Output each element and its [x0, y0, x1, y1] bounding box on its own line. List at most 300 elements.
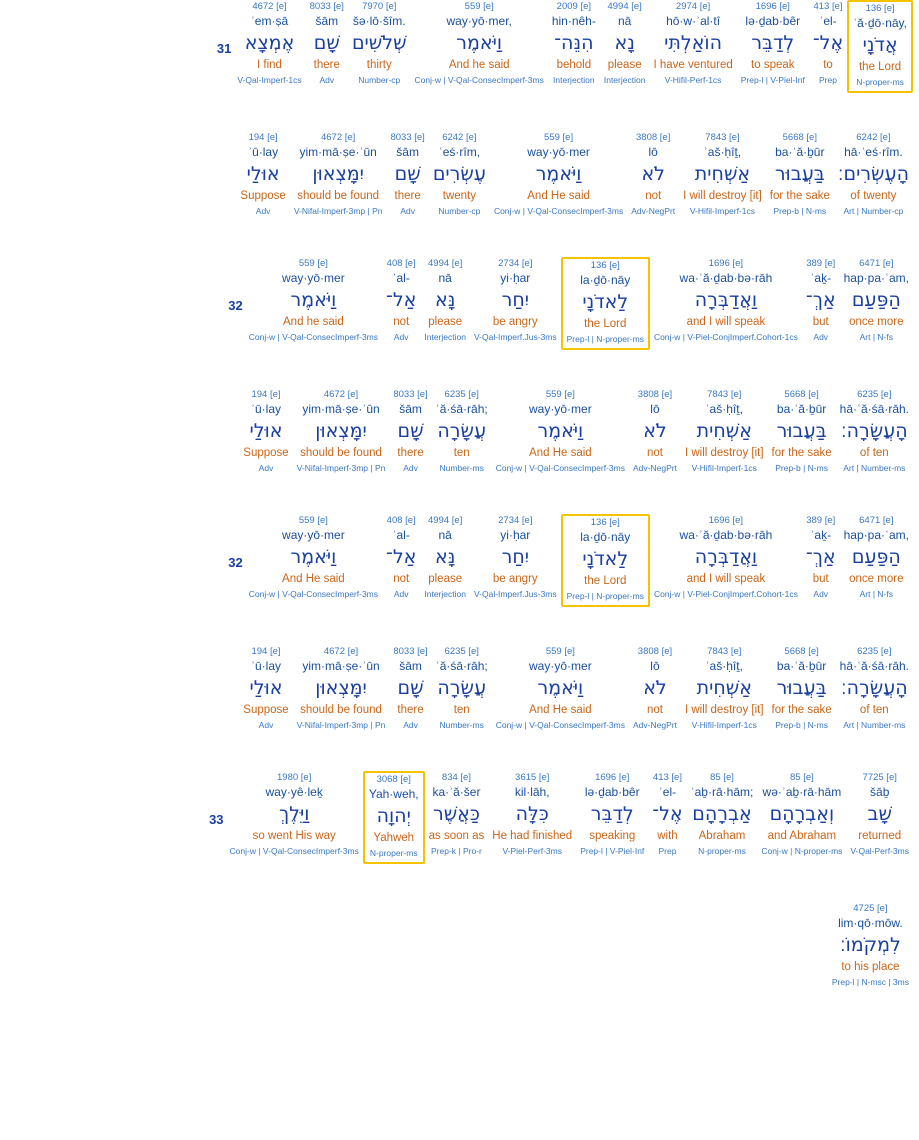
- parsing-code[interactable]: Conj-w | V-Piel-ConjImperf.Cohort-1cs: [653, 332, 798, 342]
- word-cell[interactable]: [226, 771, 363, 859]
- parsing-code[interactable]: Prep-l | N-proper-ms: [566, 591, 644, 601]
- strongs-number[interactable]: 6235 [e]: [444, 389, 479, 400]
- parsing-code[interactable]: Conj-w | N-proper-ms: [761, 846, 843, 856]
- strongs-number[interactable]: 6471 [e]: [859, 515, 894, 526]
- parsing-code[interactable]: Art | N-fs: [859, 589, 893, 599]
- hebrew-word[interactable]: בַּעֲבוּר: [776, 420, 827, 442]
- transliteration: nā: [438, 271, 452, 285]
- word-cell[interactable]: [757, 771, 846, 859]
- parsing-code[interactable]: V-Nifal-Imperf-3mp | Pn: [293, 206, 383, 216]
- strongs-number[interactable]: 4994 [e]: [607, 1, 642, 12]
- english-gloss: there: [394, 190, 421, 202]
- parsing-code[interactable]: Conj-w | V-Qal-ConsecImperf-3ms: [495, 720, 625, 730]
- hebrew-word[interactable]: וְאַבְרָהָם: [769, 803, 835, 825]
- word-cell[interactable]: [629, 388, 681, 476]
- hebrew-word[interactable]: הָעֶשְׂרִים׃: [837, 163, 909, 185]
- strongs-number[interactable]: 194 [e]: [251, 389, 281, 400]
- english-gloss: not: [646, 447, 663, 459]
- strongs-number[interactable]: 4994 [e]: [428, 258, 463, 269]
- parsing-code[interactable]: Adv: [403, 720, 418, 730]
- hebrew-word[interactable]: בַּעֲבוּר: [776, 677, 827, 699]
- hebrew-word[interactable]: לֹא: [641, 163, 665, 185]
- word-cell[interactable]: [492, 388, 629, 476]
- word-cell[interactable]: [290, 131, 387, 219]
- word-cell[interactable]: [420, 257, 470, 345]
- word-cell[interactable]: [561, 257, 650, 350]
- word-cell[interactable]: [382, 514, 420, 602]
- parsing-code[interactable]: V-Nifal-Imperf-3mp | Pn: [296, 720, 386, 730]
- strongs-number[interactable]: 8033 [e]: [390, 132, 425, 143]
- hebrew-word[interactable]: לַאדֹנָי: [582, 548, 629, 570]
- strongs-number[interactable]: 1696 [e]: [708, 258, 744, 269]
- row-spacer: [0, 93, 919, 131]
- transliteration: lō: [648, 145, 658, 159]
- transliteration: wa·ʾă·ḏab·bə·rāh: [679, 528, 773, 542]
- strongs-number[interactable]: 4672 [e]: [323, 389, 359, 400]
- hebrew-word[interactable]: אַל־: [386, 289, 417, 311]
- strongs-number[interactable]: 6242 [e]: [442, 132, 477, 143]
- word-cell[interactable]: [687, 771, 758, 859]
- transliteration: ʾaš·ḥîṯ,: [705, 659, 743, 673]
- strongs-number[interactable]: 1696 [e]: [595, 772, 630, 783]
- english-gloss: behold: [556, 59, 592, 71]
- word-cell[interactable]: [649, 0, 736, 88]
- word-cell[interactable]: [420, 514, 470, 602]
- word-cell[interactable]: [766, 131, 834, 219]
- english-gloss: I will destroy [it]: [683, 190, 762, 202]
- hebrew-word[interactable]: וַאֲדַבְּרָה: [694, 289, 758, 311]
- english-gloss: but: [812, 316, 829, 328]
- word-cell[interactable]: [432, 388, 492, 476]
- parsing-code[interactable]: Prep: [658, 846, 677, 856]
- word-cell[interactable]: [363, 771, 425, 864]
- word-cell[interactable]: [768, 645, 836, 733]
- english-gloss: and I will speak: [686, 573, 766, 585]
- word-cell[interactable]: [627, 131, 679, 219]
- parsing-code[interactable]: Art | Number-ms: [843, 720, 906, 730]
- word-cell[interactable]: [809, 0, 847, 88]
- hebrew-word[interactable]: אַךְ־: [805, 546, 836, 568]
- word-cell[interactable]: [548, 0, 600, 88]
- word-cell[interactable]: [470, 257, 561, 345]
- verse-number[interactable]: 33: [209, 812, 224, 827]
- hebrew-word[interactable]: וַיֹּאמֶר: [290, 289, 337, 311]
- word-cell[interactable]: [576, 771, 648, 859]
- english-gloss: He had finished: [492, 830, 573, 842]
- hebrew-word[interactable]: לֹא: [643, 677, 667, 699]
- word-cell[interactable]: [840, 514, 913, 602]
- word-cell[interactable]: [245, 514, 382, 602]
- strongs-number[interactable]: 2734 [e]: [498, 515, 533, 526]
- strongs-number[interactable]: 559 [e]: [298, 515, 328, 526]
- hebrew-word[interactable]: יִמָּצְאוּן: [312, 163, 364, 185]
- parsing-code[interactable]: Prep-l | N-msc | 3ms: [831, 977, 909, 987]
- parsing-code[interactable]: Adv: [400, 206, 415, 216]
- hebrew-word[interactable]: הַפַּעַם: [851, 289, 901, 311]
- strongs-number[interactable]: 7843 [e]: [705, 132, 740, 143]
- parsing-code[interactable]: Number-cp: [438, 206, 481, 216]
- parsing-code[interactable]: Art | N-fs: [859, 332, 893, 342]
- word-cell[interactable]: [382, 257, 420, 345]
- transliteration: hā·ʿeś·rîm.: [844, 145, 903, 159]
- hebrew-word[interactable]: יִחַר: [501, 546, 529, 568]
- strongs-number[interactable]: 3068 [e]: [376, 774, 411, 785]
- hebrew-word[interactable]: הִנֵּה־: [554, 32, 594, 54]
- word-cell[interactable]: [425, 771, 489, 859]
- word-cell[interactable]: [239, 645, 292, 733]
- hebrew-word[interactable]: אַשְׁחִית: [694, 163, 751, 185]
- strongs-number[interactable]: 389 [e]: [806, 258, 836, 269]
- verse-number[interactable]: 31: [216, 41, 232, 56]
- strongs-number[interactable]: 5668 [e]: [782, 132, 817, 143]
- parsing-code[interactable]: Art | Number-ms: [843, 463, 906, 473]
- parsing-code[interactable]: Conj-w | V-Qal-ConsecImperf-3ms: [414, 75, 544, 85]
- hebrew-word[interactable]: הַפַּעַם: [851, 546, 901, 568]
- word-cell[interactable]: [846, 771, 913, 859]
- word-cell[interactable]: [432, 645, 492, 733]
- parsing-code[interactable]: Interjection: [424, 332, 466, 342]
- word-cell[interactable]: [679, 131, 766, 219]
- word-cell[interactable]: [600, 0, 650, 88]
- parsing-code[interactable]: Adv: [258, 463, 274, 473]
- parsing-code[interactable]: Prep-b | N-ms: [775, 720, 828, 730]
- hebrew-word[interactable]: אוּלַי: [249, 677, 283, 699]
- hebrew-word[interactable]: כִּלָּה: [515, 803, 549, 825]
- english-gloss: And He said: [527, 190, 590, 202]
- hebrew-word[interactable]: שָׁב: [867, 803, 892, 825]
- strongs-number[interactable]: 8033 [e]: [393, 389, 428, 400]
- parsing-code[interactable]: V-Piel-Perf-3ms: [502, 846, 562, 856]
- hebrew-word[interactable]: שָׁם: [313, 32, 340, 54]
- strongs-number[interactable]: 6235 [e]: [857, 389, 892, 400]
- strongs-number[interactable]: 8033 [e]: [393, 646, 428, 657]
- parsing-code[interactable]: Conj-w | V-Qal-ConsecImperf-3ms: [495, 463, 625, 473]
- parsing-code[interactable]: Number-ms: [439, 463, 484, 473]
- word-cell[interactable]: [236, 131, 289, 219]
- word-cell[interactable]: [681, 645, 768, 733]
- hebrew-word[interactable]: אַבְרָהָם: [692, 803, 752, 825]
- parsing-code[interactable]: Prep-l | V-Piel-Inf: [740, 75, 805, 85]
- hebrew-word[interactable]: לִמְקֹמוֹ׃: [839, 934, 901, 956]
- strongs-number[interactable]: 834 [e]: [441, 772, 471, 783]
- strongs-number[interactable]: 85 [e]: [789, 772, 814, 783]
- hebrew-word[interactable]: וַיֹּאמֶר: [456, 32, 503, 54]
- strongs-number[interactable]: 559 [e]: [545, 389, 575, 400]
- parsing-code[interactable]: V-Qal-Imperf.Jus-3ms: [473, 332, 557, 342]
- hebrew-word[interactable]: אוּלַי: [246, 163, 280, 185]
- word-cell[interactable]: [828, 902, 913, 990]
- hebrew-word[interactable]: נָא: [614, 32, 635, 54]
- verse-number[interactable]: 32: [228, 555, 243, 570]
- parsing-code[interactable]: Adv: [258, 720, 274, 730]
- strongs-number[interactable]: 5668 [e]: [784, 646, 819, 657]
- parsing-code[interactable]: N-proper-ms: [369, 848, 418, 858]
- hebrew-word[interactable]: עֲשָׂרָה: [437, 420, 487, 442]
- hebrew-word[interactable]: בַּעֲבוּר: [774, 163, 825, 185]
- transliteration: ʾaḵ-: [810, 528, 832, 542]
- transliteration: ʾaḵ-: [810, 271, 832, 285]
- word-cell[interactable]: [386, 131, 428, 219]
- hebrew-word[interactable]: לֹא: [643, 420, 667, 442]
- transliteration: ʾaš·ḥîṯ,: [705, 402, 743, 416]
- strongs-number[interactable]: 408 [e]: [386, 515, 416, 526]
- hebrew-word[interactable]: וַיֹּאמֶר: [537, 677, 584, 699]
- word-cell[interactable]: [768, 388, 836, 476]
- transliteration: ba·ʿă·ḇūr: [776, 659, 827, 673]
- parsing-code[interactable]: Adv-NegPrt: [631, 206, 676, 216]
- word-cell[interactable]: [650, 257, 802, 345]
- hebrew-word[interactable]: אוּלַי: [249, 420, 283, 442]
- parsing-code[interactable]: N-proper-ms: [698, 846, 746, 856]
- hebrew-word[interactable]: הוֹאַלְתִּי: [664, 32, 722, 54]
- strongs-number[interactable]: 136 [e]: [590, 517, 620, 528]
- hebrew-word[interactable]: הָעֲשָׂרָה׃: [840, 420, 908, 442]
- strongs-number[interactable]: 4672 [e]: [323, 646, 359, 657]
- parsing-code[interactable]: Adv-NegPrt: [633, 463, 677, 473]
- word-cell[interactable]: [681, 388, 768, 476]
- strongs-number[interactable]: 3808 [e]: [636, 132, 671, 143]
- hebrew-word[interactable]: הָעֲשָׂרָה׃: [840, 677, 908, 699]
- hebrew-word[interactable]: נָּא: [435, 289, 456, 311]
- strongs-number[interactable]: 1980 [e]: [277, 772, 312, 783]
- word-cell[interactable]: [293, 388, 390, 476]
- transliteration: la·ḏō·nāy: [580, 273, 631, 287]
- hebrew-word[interactable]: נָּא: [435, 546, 456, 568]
- word-cell[interactable]: [737, 0, 809, 88]
- word-cell[interactable]: [492, 645, 629, 733]
- parsing-code[interactable]: Conj-w | V-Qal-ConsecImperf-3ms: [493, 206, 624, 216]
- parsing-code[interactable]: V-Hifil-Imperf-1cs: [691, 463, 757, 473]
- word-cell[interactable]: [239, 388, 292, 476]
- strongs-number[interactable]: 7725 [e]: [862, 772, 897, 783]
- english-gloss: not: [393, 316, 410, 328]
- strongs-number[interactable]: 5668 [e]: [784, 389, 819, 400]
- strongs-number[interactable]: 7843 [e]: [707, 389, 742, 400]
- parsing-code[interactable]: Art | Number-cp: [843, 206, 904, 216]
- strongs-number[interactable]: 559 [e]: [544, 132, 574, 143]
- word-cell[interactable]: [293, 645, 390, 733]
- parsing-code[interactable]: Conj-w | V-Piel-ConjImperf.Cohort-1cs: [653, 589, 798, 599]
- english-gloss: And he said: [283, 316, 344, 328]
- word-cell[interactable]: [834, 131, 913, 219]
- word-cell[interactable]: [488, 771, 576, 859]
- hebrew-word[interactable]: עֲשָׂרָה: [437, 677, 487, 699]
- hebrew-word[interactable]: יִחַר: [501, 289, 529, 311]
- english-gloss: should be found: [297, 190, 380, 202]
- english-gloss: to: [823, 59, 833, 71]
- transliteration: kil·lāh,: [514, 785, 550, 799]
- parsing-code[interactable]: Adv: [393, 589, 409, 599]
- strongs-number[interactable]: 3808 [e]: [637, 646, 673, 657]
- parsing-code[interactable]: V-Nifal-Imperf-3mp | Pn: [296, 463, 386, 473]
- word-cell[interactable]: [470, 514, 561, 602]
- word-cell[interactable]: [836, 645, 913, 733]
- hebrew-word[interactable]: שָׁם: [397, 677, 424, 699]
- parsing-code[interactable]: Adv: [393, 332, 409, 342]
- hebrew-word[interactable]: אַל־: [386, 546, 417, 568]
- word-cell[interactable]: [648, 771, 686, 859]
- strongs-number[interactable]: 4994 [e]: [428, 515, 463, 526]
- parsing-code[interactable]: V-Qal-Perf-3ms: [850, 846, 909, 856]
- english-gloss: the Lord: [584, 318, 627, 330]
- parsing-code[interactable]: N-proper-ms: [856, 77, 904, 87]
- parsing-code[interactable]: Number-ms: [439, 720, 484, 730]
- strongs-number[interactable]: 1696 [e]: [708, 515, 744, 526]
- english-gloss: there: [397, 447, 424, 459]
- strongs-number[interactable]: 6471 [e]: [859, 258, 894, 269]
- english-gloss: there: [397, 704, 424, 716]
- hebrew-word[interactable]: לַאדֹנָי: [582, 291, 629, 313]
- word-cell[interactable]: [802, 514, 840, 602]
- word-cell[interactable]: [411, 0, 548, 88]
- strongs-number[interactable]: 6242 [e]: [856, 132, 891, 143]
- strongs-number[interactable]: 6235 [e]: [857, 646, 892, 657]
- word-cell[interactable]: [348, 0, 411, 88]
- strongs-number[interactable]: 85 [e]: [710, 772, 734, 783]
- strongs-number[interactable]: 194 [e]: [251, 646, 281, 657]
- strongs-number[interactable]: 559 [e]: [298, 258, 328, 269]
- parsing-code[interactable]: Interjection: [424, 589, 466, 599]
- strongs-number[interactable]: 559 [e]: [545, 646, 575, 657]
- strongs-number[interactable]: 2974 [e]: [675, 1, 711, 12]
- english-gloss: And He said: [529, 447, 592, 459]
- strongs-number[interactable]: 2009 [e]: [556, 1, 592, 12]
- transliteration: šām: [396, 145, 419, 159]
- parsing-code[interactable]: V-Hifil-Perf-1cs: [664, 75, 722, 85]
- strongs-number[interactable]: 4672 [e]: [252, 1, 287, 12]
- hebrew-word[interactable]: וַיֹּאמֶר: [535, 163, 582, 185]
- strongs-number[interactable]: 4672 [e]: [320, 132, 356, 143]
- strongs-number[interactable]: 413 [e]: [652, 772, 682, 783]
- parsing-code[interactable]: Prep-l | V-Piel-Inf: [580, 846, 645, 856]
- hebrew-word[interactable]: לְדַבֵּר: [590, 803, 634, 825]
- strongs-number[interactable]: 3615 [e]: [515, 772, 550, 783]
- parsing-code[interactable]: Adv-NegPrt: [633, 720, 677, 730]
- hebrew-word[interactable]: אַשְׁחִית: [696, 420, 752, 442]
- transliteration: wə·ʾaḇ·rā·hām: [762, 785, 842, 799]
- parsing-code[interactable]: Prep-k | Pro-r: [431, 846, 482, 856]
- hebrew-word[interactable]: עֶשְׂרִים: [432, 163, 486, 185]
- hebrew-word[interactable]: וַיֵּלֶךְ: [278, 803, 310, 825]
- parsing-code[interactable]: Interjection: [553, 75, 595, 85]
- transliteration: way·yō·mer: [529, 659, 592, 673]
- transliteration: lō: [650, 659, 660, 673]
- hebrew-word[interactable]: וַיֹּאמֶר: [537, 420, 584, 442]
- english-gloss: be angry: [492, 316, 538, 328]
- transliteration: hin·nêh-: [551, 14, 596, 28]
- hebrew-word[interactable]: אֶמְצָא: [244, 32, 295, 54]
- word-cell[interactable]: [650, 514, 802, 602]
- strongs-number[interactable]: 7843 [e]: [707, 646, 742, 657]
- verse-number[interactable]: 32: [228, 298, 243, 313]
- hebrew-word[interactable]: יְהוָה: [376, 805, 411, 827]
- hebrew-word[interactable]: וַיֹּאמֶר: [290, 546, 337, 568]
- hebrew-word[interactable]: אַךְ־: [805, 289, 836, 311]
- hebrew-word[interactable]: יִמָּצְאוּן: [315, 420, 367, 442]
- strongs-number[interactable]: 136 [e]: [590, 260, 620, 271]
- word-cell[interactable]: [245, 257, 382, 345]
- word-cell[interactable]: [306, 0, 348, 88]
- parsing-code[interactable]: Interjection: [603, 75, 646, 85]
- parsing-code[interactable]: Conj-w | V-Qal-ConsecImperf-3ms: [248, 332, 379, 342]
- word-cell[interactable]: [629, 645, 681, 733]
- hebrew-word[interactable]: לְדַבֵּר: [751, 32, 795, 54]
- word-cell[interactable]: [561, 514, 650, 607]
- strongs-number[interactable]: 136 [e]: [865, 3, 895, 14]
- parsing-code[interactable]: Conj-w | V-Qal-ConsecImperf-3ms: [229, 846, 359, 856]
- hebrew-word[interactable]: יִמָּצְאוּן: [315, 677, 367, 699]
- hebrew-word[interactable]: וַאֲדַבְּרָה: [694, 546, 758, 568]
- english-gloss: ten: [453, 704, 470, 716]
- word-cell[interactable]: [429, 131, 490, 219]
- strongs-number[interactable]: 413 [e]: [813, 1, 843, 12]
- strongs-number[interactable]: 559 [e]: [464, 1, 494, 12]
- transliteration: ʾal-: [392, 271, 410, 285]
- parsing-code[interactable]: V-Qal-Imperf.Jus-3ms: [473, 589, 557, 599]
- strongs-number[interactable]: 2734 [e]: [498, 258, 533, 269]
- row-spacer: [0, 607, 919, 645]
- strongs-number[interactable]: 1696 [e]: [755, 1, 790, 12]
- parsing-code[interactable]: Adv: [813, 589, 829, 599]
- strongs-number[interactable]: 6235 [e]: [444, 646, 479, 657]
- strongs-number[interactable]: 3808 [e]: [637, 389, 673, 400]
- hebrew-word[interactable]: שְׁלֹשִׁים: [351, 32, 407, 54]
- parsing-code[interactable]: Adv: [255, 206, 271, 216]
- word-cell[interactable]: [233, 0, 305, 88]
- parsing-code[interactable]: Prep-b | N-ms: [775, 463, 828, 473]
- word-cell[interactable]: [836, 388, 913, 476]
- parsing-code[interactable]: Conj-w | V-Qal-ConsecImperf-3ms: [248, 589, 379, 599]
- parsing-code[interactable]: V-Hifil-Imperf-1cs: [689, 206, 756, 216]
- parsing-code[interactable]: Adv: [813, 332, 829, 342]
- hebrew-word[interactable]: אֶל־: [812, 32, 844, 54]
- hebrew-word[interactable]: שָׁם: [397, 420, 424, 442]
- word-cell[interactable]: [847, 0, 913, 93]
- parsing-code[interactable]: Adv: [403, 463, 418, 473]
- parsing-code[interactable]: Prep-b | N-ms: [773, 206, 827, 216]
- parsing-code[interactable]: Prep-l | N-proper-ms: [566, 334, 644, 344]
- strongs-number[interactable]: 8033 [e]: [309, 1, 344, 12]
- strongs-number[interactable]: 4725 [e]: [853, 903, 888, 914]
- parsing-code[interactable]: Prep: [819, 75, 837, 85]
- word-cell[interactable]: [490, 131, 627, 219]
- parsing-code[interactable]: Adv: [319, 75, 335, 85]
- word-cell[interactable]: [802, 257, 840, 345]
- strongs-number[interactable]: 194 [e]: [248, 132, 278, 143]
- strongs-number[interactable]: 389 [e]: [806, 515, 836, 526]
- word-cell[interactable]: [389, 388, 431, 476]
- transliteration: šām: [315, 14, 339, 28]
- english-gloss: the Lord: [858, 61, 902, 73]
- parsing-code[interactable]: V-Qal-Imperf-1cs: [237, 75, 302, 85]
- transliteration: nā: [617, 14, 632, 28]
- parsing-code[interactable]: Number-cp: [358, 75, 401, 85]
- word-cell[interactable]: [389, 645, 431, 733]
- strongs-number[interactable]: 408 [e]: [386, 258, 416, 269]
- transliteration: yim·mā·ṣe·ʾūn: [299, 145, 377, 159]
- parsing-code[interactable]: V-Hifil-Imperf-1cs: [691, 720, 757, 730]
- hebrew-word[interactable]: אַשְׁחִית: [696, 677, 752, 699]
- strongs-number[interactable]: 7970 [e]: [362, 1, 397, 12]
- hebrew-word[interactable]: אֶל־: [652, 803, 683, 825]
- hebrew-word[interactable]: כַּאֲשֶׁר: [432, 803, 480, 825]
- transliteration: hap·pa·ʿam,: [843, 271, 909, 285]
- spacer: [0, 864, 919, 902]
- word-cell[interactable]: [840, 257, 913, 345]
- hebrew-word[interactable]: שָׁם: [394, 163, 421, 185]
- hebrew-word[interactable]: אֲדֹנָי: [862, 34, 898, 56]
- transliteration: wa·ʾă·ḏab·bə·rāh: [679, 271, 773, 285]
